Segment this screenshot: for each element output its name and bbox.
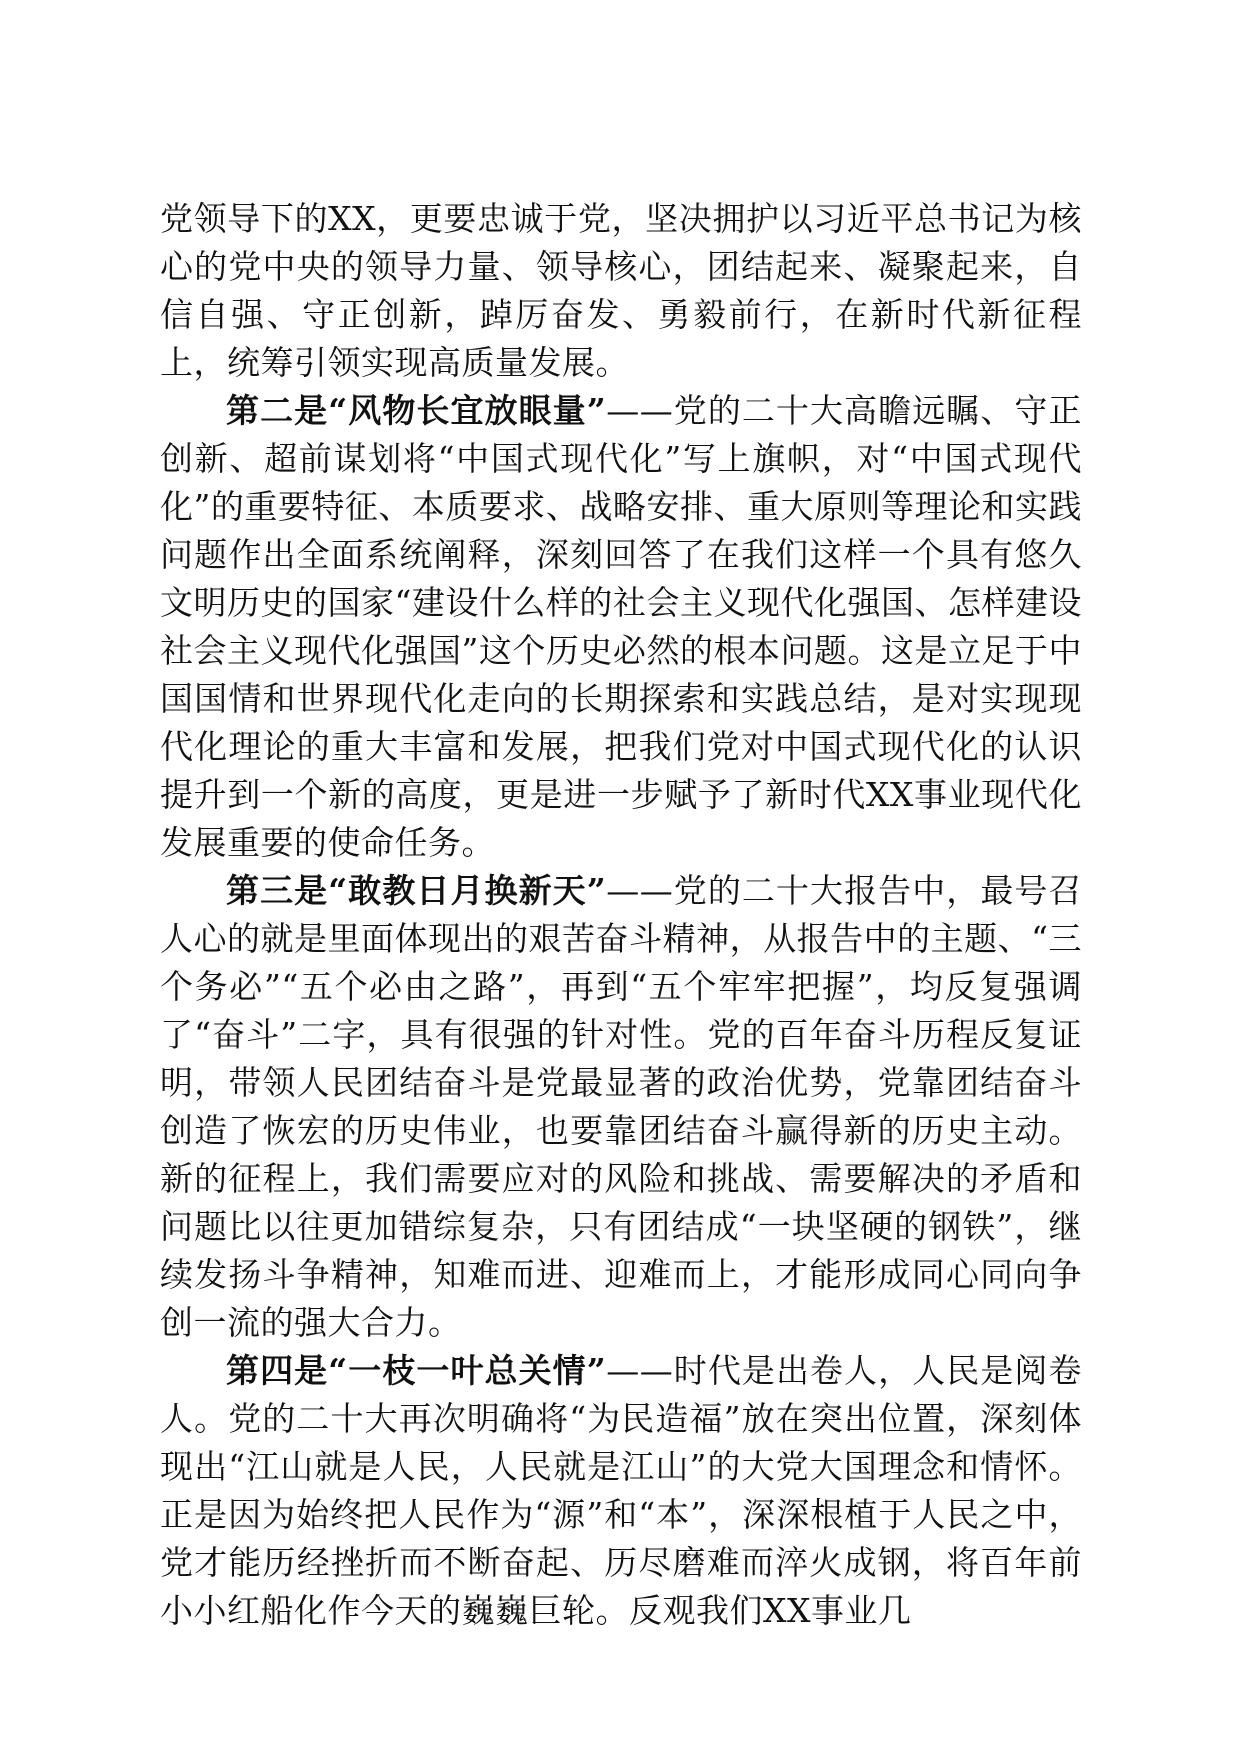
paragraph-4-lead: 第四是“一枝一叶总关情” [226,1351,607,1390]
paragraph-4 [160,1347,1082,1635]
paragraph-2-text: ——党的二十大高瞻远瞩、守正创新、超前谋划将“中国式现代化”写上旗帜，对“中国式现代化”的重要特征、本质要求、战略安排、重大原则等理论和实践问题作出全面系统阐释，深刻回答了在我们这样一个具有悠久文明历史的国家“建设什么样的社会主义现代化强国、怎样建设社会主义现代化强国”这个历史必然的根本问题。这是立足于中国国情和世界现代化走向的长期探索和实践总结，是对实现现代化理论的重大丰富和发展，把我们党对中国式现代化的认识提升到一个新的高度，更是进一步赋予了新时代XX事业现代化发展重要的使命任务。 [160,391,1083,862]
paragraph-1-text: 党领导下的XX，更要忠诚于党，坚决拥护以习近平总书记为核心的党中央的领导力量、领导核心，团结起来、凝聚起来，自信自强、守正创新，踔厉奋发、勇毅前行，在新时代新征程上，统筹引领实现高质量发展。 [160,199,1082,382]
paragraph-2 [160,387,1082,867]
paragraph-1 [160,195,1082,387]
document-body [160,195,1082,1635]
paragraph-3-lead: 第三是“敢教日月换新天” [226,871,607,910]
paragraph-2-lead: 第二是“风物长宜放眼量” [226,391,607,430]
paragraph-3 [160,867,1082,1347]
paragraph-3-text: ——党的二十大报告中，最号召人心的就是里面体现出的艰苦奋斗精神，从报告中的主题、“三个务必”“五个必由之路”，再到“五个牢牢把握”，均反复强调了“奋斗”二字，具有很强的针对性。党的百年奋斗历程反复证明，带领人民团结奋斗是党最显著的政治优势，党靠团结奋斗创造了恢宏的历史伟业，也要靠团结奋斗赢得新的历史主动。新的征程上，我们需要应对的风险和挑战、需要解决的矛盾和问题比以往更加错综复杂，只有团结成“一块坚硬的钢铁”，继续发扬斗争精神，知难而进、迎难而上，才能形成同心同向争创一流的强大合力。 [160,871,1083,1342]
paragraph-4-text: ——时代是出卷人，人民是阅卷人。党的二十大再次明确将“为民造福”放在突出位置，深刻体现出“江山就是人民，人民就是江山”的大党大国理念和情怀。正是因为始终把人民作为“源”和“本”，深深根植于人民之中，党才能历经挫折而不断奋起、历尽磨难而淬火成钢，将百年前小小红船化作今天的巍巍巨轮。反观我们XX事业几 [160,1351,1083,1630]
